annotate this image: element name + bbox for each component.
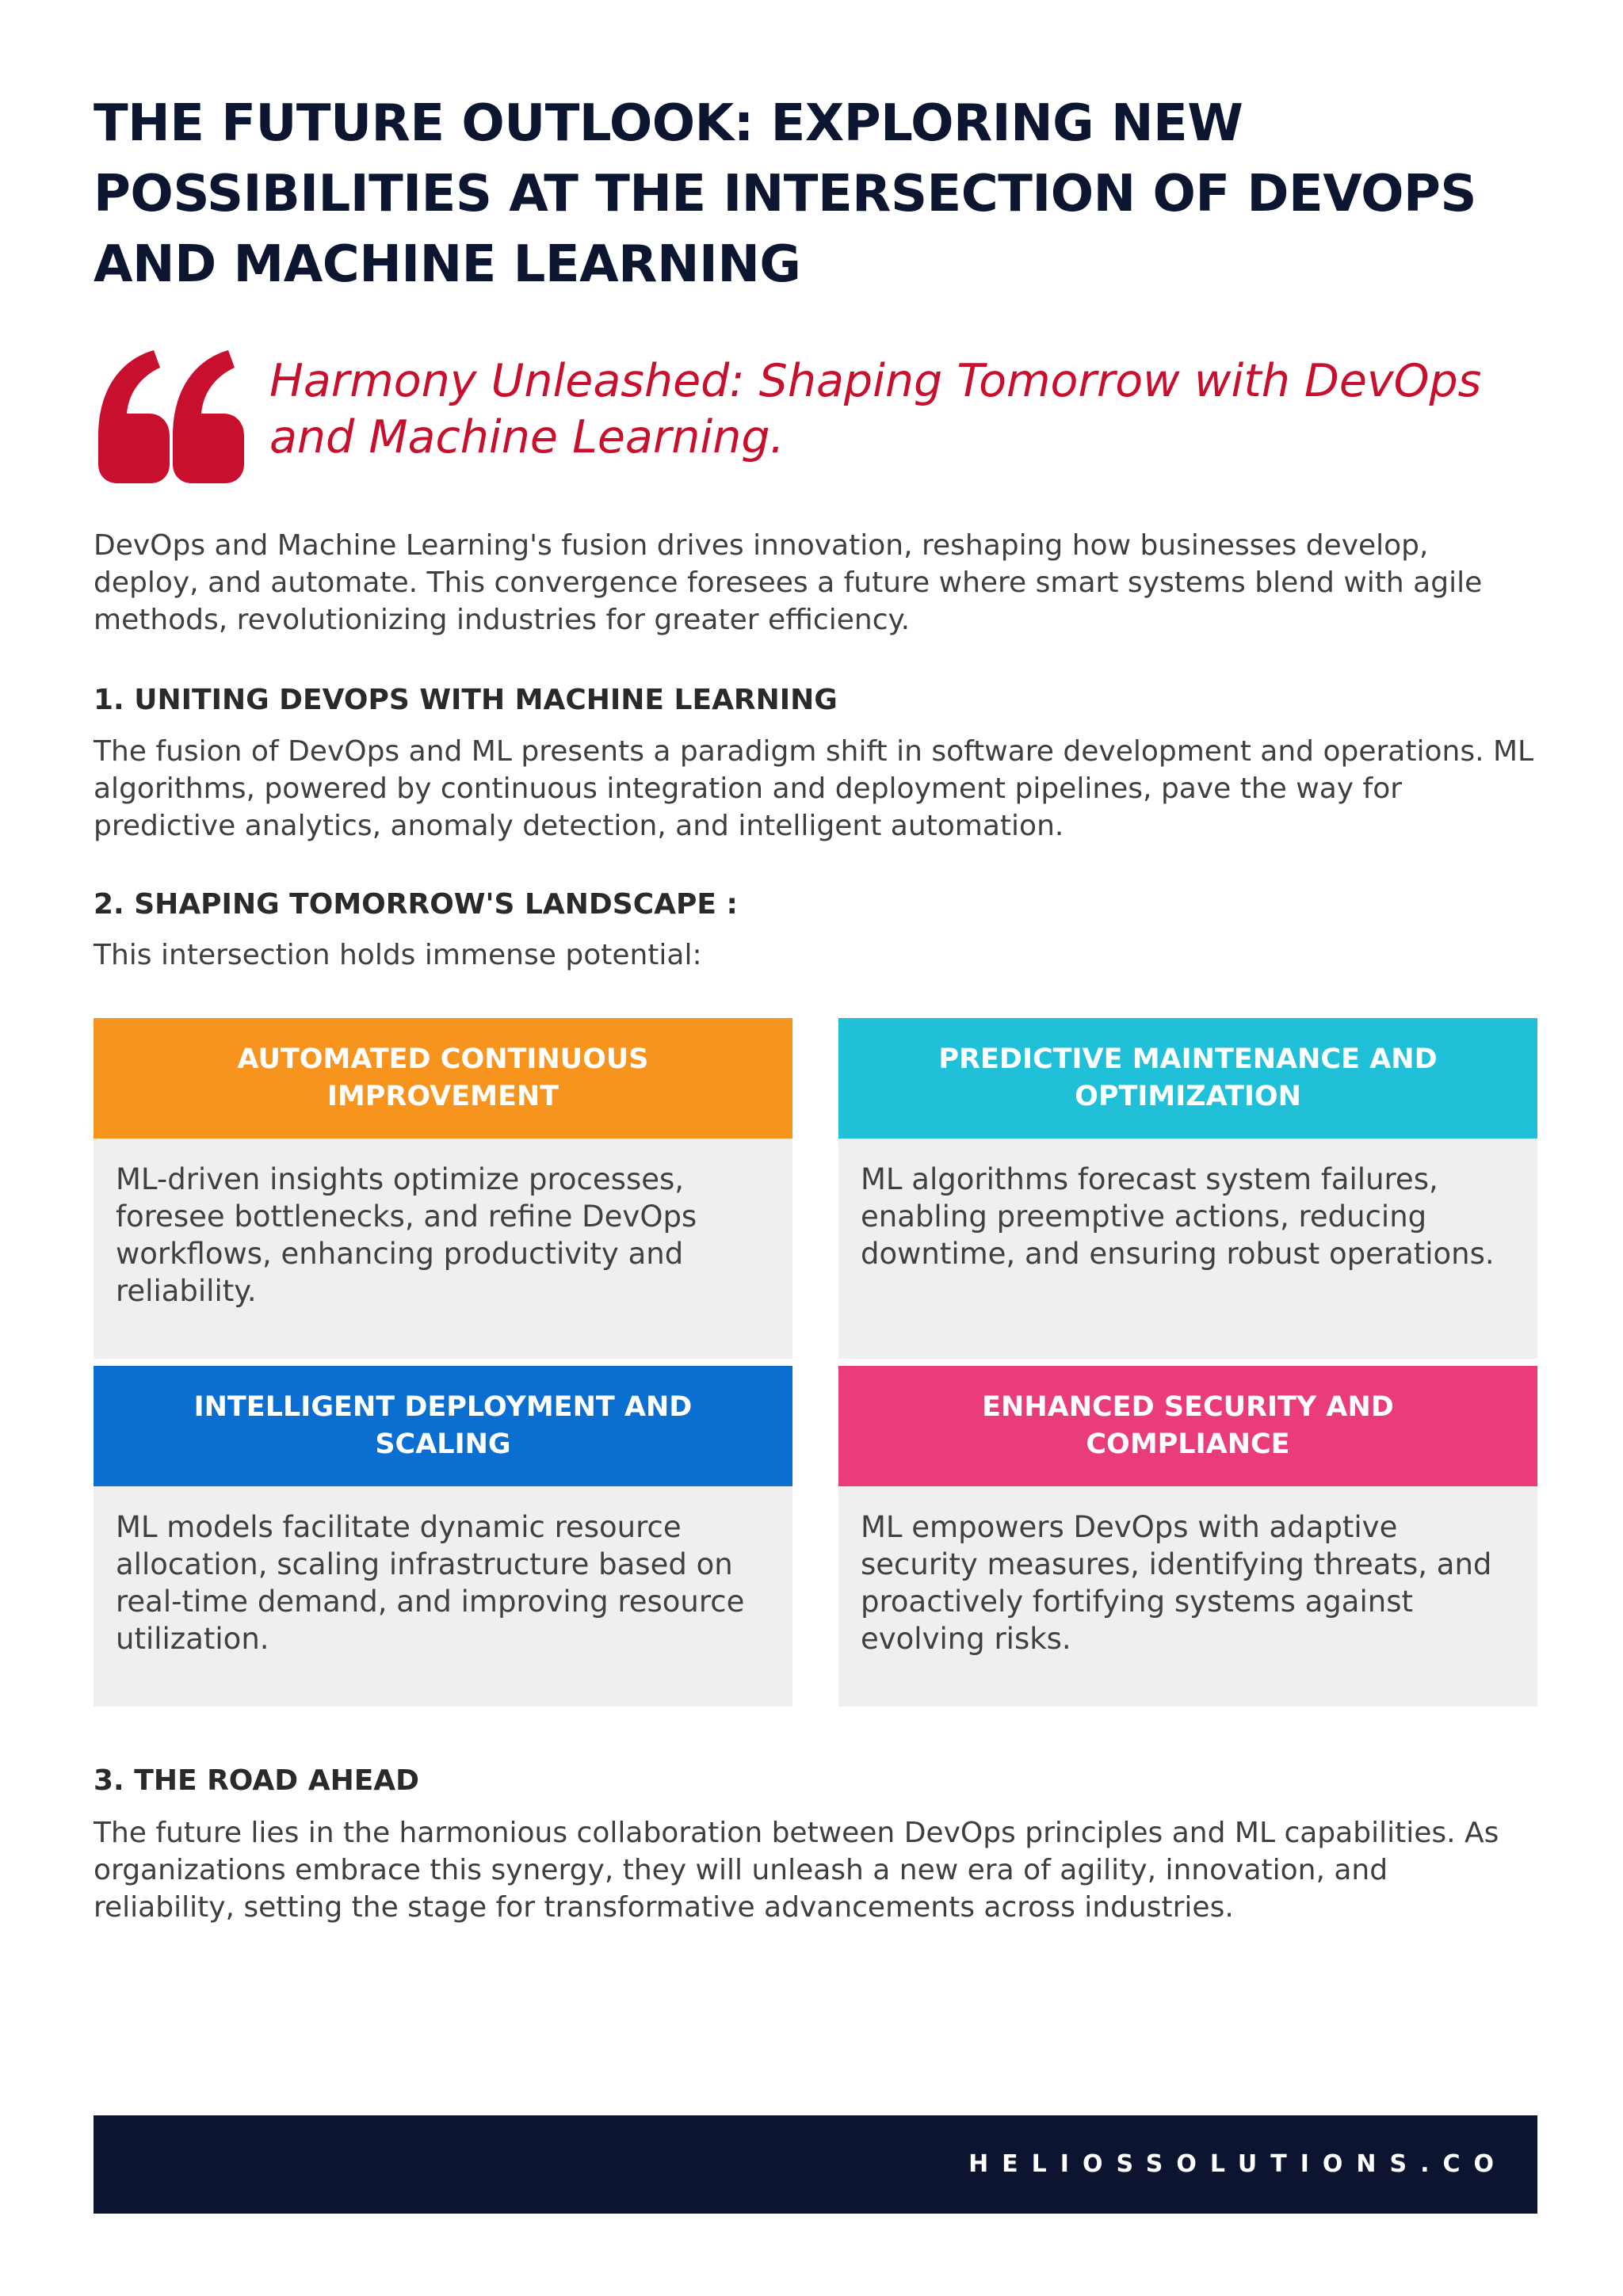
footer-website-link[interactable]: HELIOSSOLUTIONS.CO [968, 2150, 1507, 2178]
card-description: ML algorithms forecast system failures, enabling preemptive actions, reducing downtime, and ensuring robust operations. [861, 1162, 1495, 1271]
card-predictive-maintenance [838, 1018, 1537, 1359]
section-heading-landscape: 2. SHAPING TOMORROW'S LANDSCAPE : [94, 888, 738, 921]
card-intelligent-deployment [94, 1366, 792, 1707]
card-description: ML models facilitate dynamic resource allocation, scaling infrastructure based on real-time demand, and improving resource utilization. [116, 1510, 745, 1656]
card-automated-improvement [94, 1018, 792, 1359]
section-heading-uniting: 1. UNITING DEVOPS WITH MACHINE LEARNING [94, 684, 838, 716]
section-body-uniting: The fusion of DevOps and ML presents a paradigm shift in software development and operations. ML algorithms, powered by continuous integration and deployment pipelines, pave the way for predictive analytics, anomaly detection, and intelligent automation. [94, 735, 1534, 842]
card-description: ML-driven insights optimize processes, foresee bottlenecks, and refine DevOps workflows, enhancing productivity and reliability. [116, 1162, 697, 1308]
intro-paragraph: DevOps and Machine Learning's fusion drives innovation, reshaping how businesses develop, deploy, and automate. This convergence foresees a future where smart systems blend with agile methods, revolutionizing industries for greater efficiency. [94, 529, 1483, 636]
quote-mark-icon [94, 349, 244, 483]
footer-bar [94, 2115, 1537, 2214]
card-header: PREDICTIVE MAINTENANCE AND OPTIMIZATION [838, 1018, 1537, 1138]
page-title: THE FUTURE OUTLOOK: EXPLORING NEW POSSIBILITIES AT THE INTERSECTION OF DEVOPS AND MACHINE LEARNING [94, 94, 1476, 294]
section-body-road-ahead: The future lies in the harmonious collaboration between DevOps principles and ML capabilities. As organizations embrace this synergy, they will unleash a new era of agility, innovation, and reliability, setting the stage for transformative advancements across industries. [94, 1817, 1499, 1924]
card-header: AUTOMATED CONTINUOUS IMPROVEMENT [94, 1018, 792, 1138]
section-heading-road-ahead: 3. THE ROAD AHEAD [94, 1764, 420, 1797]
card-description: ML empowers DevOps with adaptive security measures, identifying threats, and proactively fortifying systems against evolving risks. [861, 1510, 1492, 1656]
card-header: INTELLIGENT DEPLOYMENT AND SCALING [94, 1366, 792, 1486]
quote-tagline: Harmony Unleashed: Shaping Tomorrow with DevOps and Machine Learning. [269, 355, 1482, 463]
card-enhanced-security [838, 1366, 1537, 1707]
card-header: ENHANCED SECURITY AND COMPLIANCE [838, 1366, 1537, 1486]
section-body-landscape: This intersection holds immense potential: [94, 939, 702, 971]
